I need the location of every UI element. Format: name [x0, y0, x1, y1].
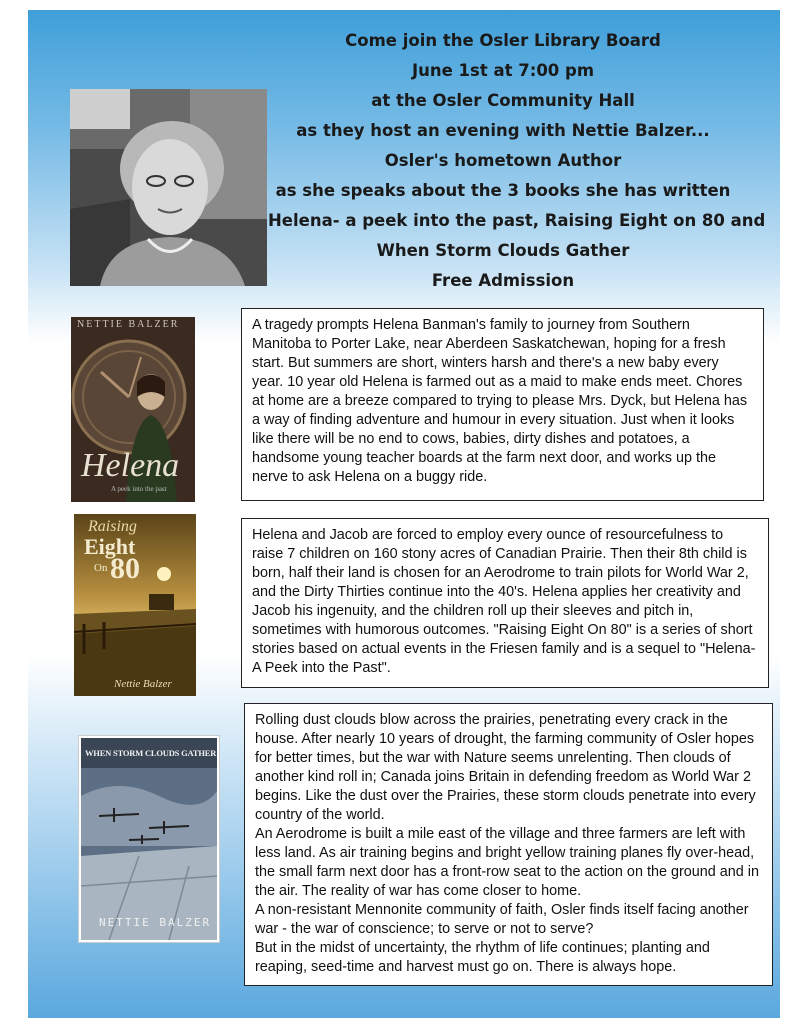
raising-eight-description-text: Helena and Jacob are forced to employ every ounce of resourcefulness to raise 7 children on 160 stony acres of Canadian Prairie. Then their 8th child is born, half their land is chosen for an Aerodrome to train pilots for World War 2, and the Dirty Thirties continue into the 40's. Helena applies her creativity and Jacob his ingenuity, and the children roll up their sleeves and pitch in, sometimes with humorous outcomes. "Raising Eight On 80" is a series of short stories based on actual events in the Friesen family and is a sequel to "Helena-A Peek into the Past".: [252, 527, 756, 676]
header-line-8: When Storm Clouds Gather: [376, 241, 630, 260]
event-announcement: [268, 26, 766, 296]
storm-description-paragraph-4: But in the midst of uncertainty, the rhythm of life continues; planting and reaping, seed-time and harvest must go on. There is always hope.: [255, 940, 710, 975]
helena-cover-title: Helena: [81, 447, 180, 484]
storm-description-paragraph-1: Rolling dust clouds blow across the prairies, penetrating every crack in the house. After nearly 10 years of drought, the farming community of Osler hopes for better times, but the war with Nature seems unrelenting. Then clouds of another kind roll in; Canada joins Britain in defending freedom as World War 2 begins. Like the dust over the Prairies, these storm clouds penetrate into every country of the world.: [255, 712, 756, 823]
header-line-1: Come join the Osler Library Board: [345, 31, 661, 50]
header-line-3: at the Osler Community Hall: [371, 91, 635, 110]
storm-description-paragraph-3: A non-resistant Mennonite community of faith, Osler finds itself facing another war - the war of conscience; to serve or not to serve?: [255, 902, 749, 937]
header-line-9: Free Admission: [431, 271, 575, 290]
header-line-5: Osler's hometown Author: [384, 151, 622, 170]
header-line-6: as she speaks about the 3 books she has written: [275, 181, 731, 200]
raising-cover-title-1: Raising: [88, 518, 137, 535]
flyer-background: [28, 10, 780, 1018]
helena-cover-subtitle: A peek into the past: [111, 485, 167, 493]
raising-cover-title-2: Eight: [84, 534, 136, 559]
raising-cover-title-3: On: [94, 562, 108, 574]
storm-clouds-book-cover: [78, 735, 220, 943]
raising-eight-description: [241, 518, 769, 688]
storm-clouds-description: [244, 703, 773, 986]
author-photo: [70, 89, 267, 286]
header-line-4: as they host an evening with Nettie Balzer...: [296, 121, 710, 140]
storm-cover-author: NETTIE BALZER: [99, 916, 212, 929]
raising-eight-book-cover: [74, 514, 196, 696]
storm-cover-title: WHEN STORM CLOUDS GATHER: [85, 748, 217, 758]
raising-cover-author: Nettie Balzer: [114, 678, 172, 690]
storm-description-paragraph-2: An Aerodrome is built a mile east of the village and three farmers are left with less land. As air training begins and bright yellow training planes fly over-head, the small farm next door has a front-row seat to the action on the ground and in the air. The reality of war has come closer to home.: [255, 826, 759, 899]
helena-description-text: A tragedy prompts Helena Banman's family to journey from Southern Manitoba to Porter Lake, near Aberdeen Saskatchewan, hoping for a fresh start. But summers are short, winters harsh and there's a new baby every year. 10 year old Helena is farmed out as a maid to make ends meet. Chores at home are a breeze compared to trying to please Mrs. Dyck, but Helena has a way of finding adventure and humour in every situation. Just when it looks like there will be no end to cows, babies, dirty dishes and potatoes, a handsome young teacher boards at the farm next door, and works up the nerve to ask Helena on a buggy ride.: [252, 317, 748, 485]
raising-cover-title-4: 80: [110, 552, 140, 585]
helena-book-cover: [71, 317, 195, 502]
helena-description: [241, 308, 764, 501]
header-line-2: June 1st at 7:00 pm: [411, 61, 595, 80]
header-line-7: Helena- a peek into the past, Raising Eight on 80 and: [268, 211, 766, 230]
helena-cover-author: NETTIE BALZER: [77, 319, 180, 330]
